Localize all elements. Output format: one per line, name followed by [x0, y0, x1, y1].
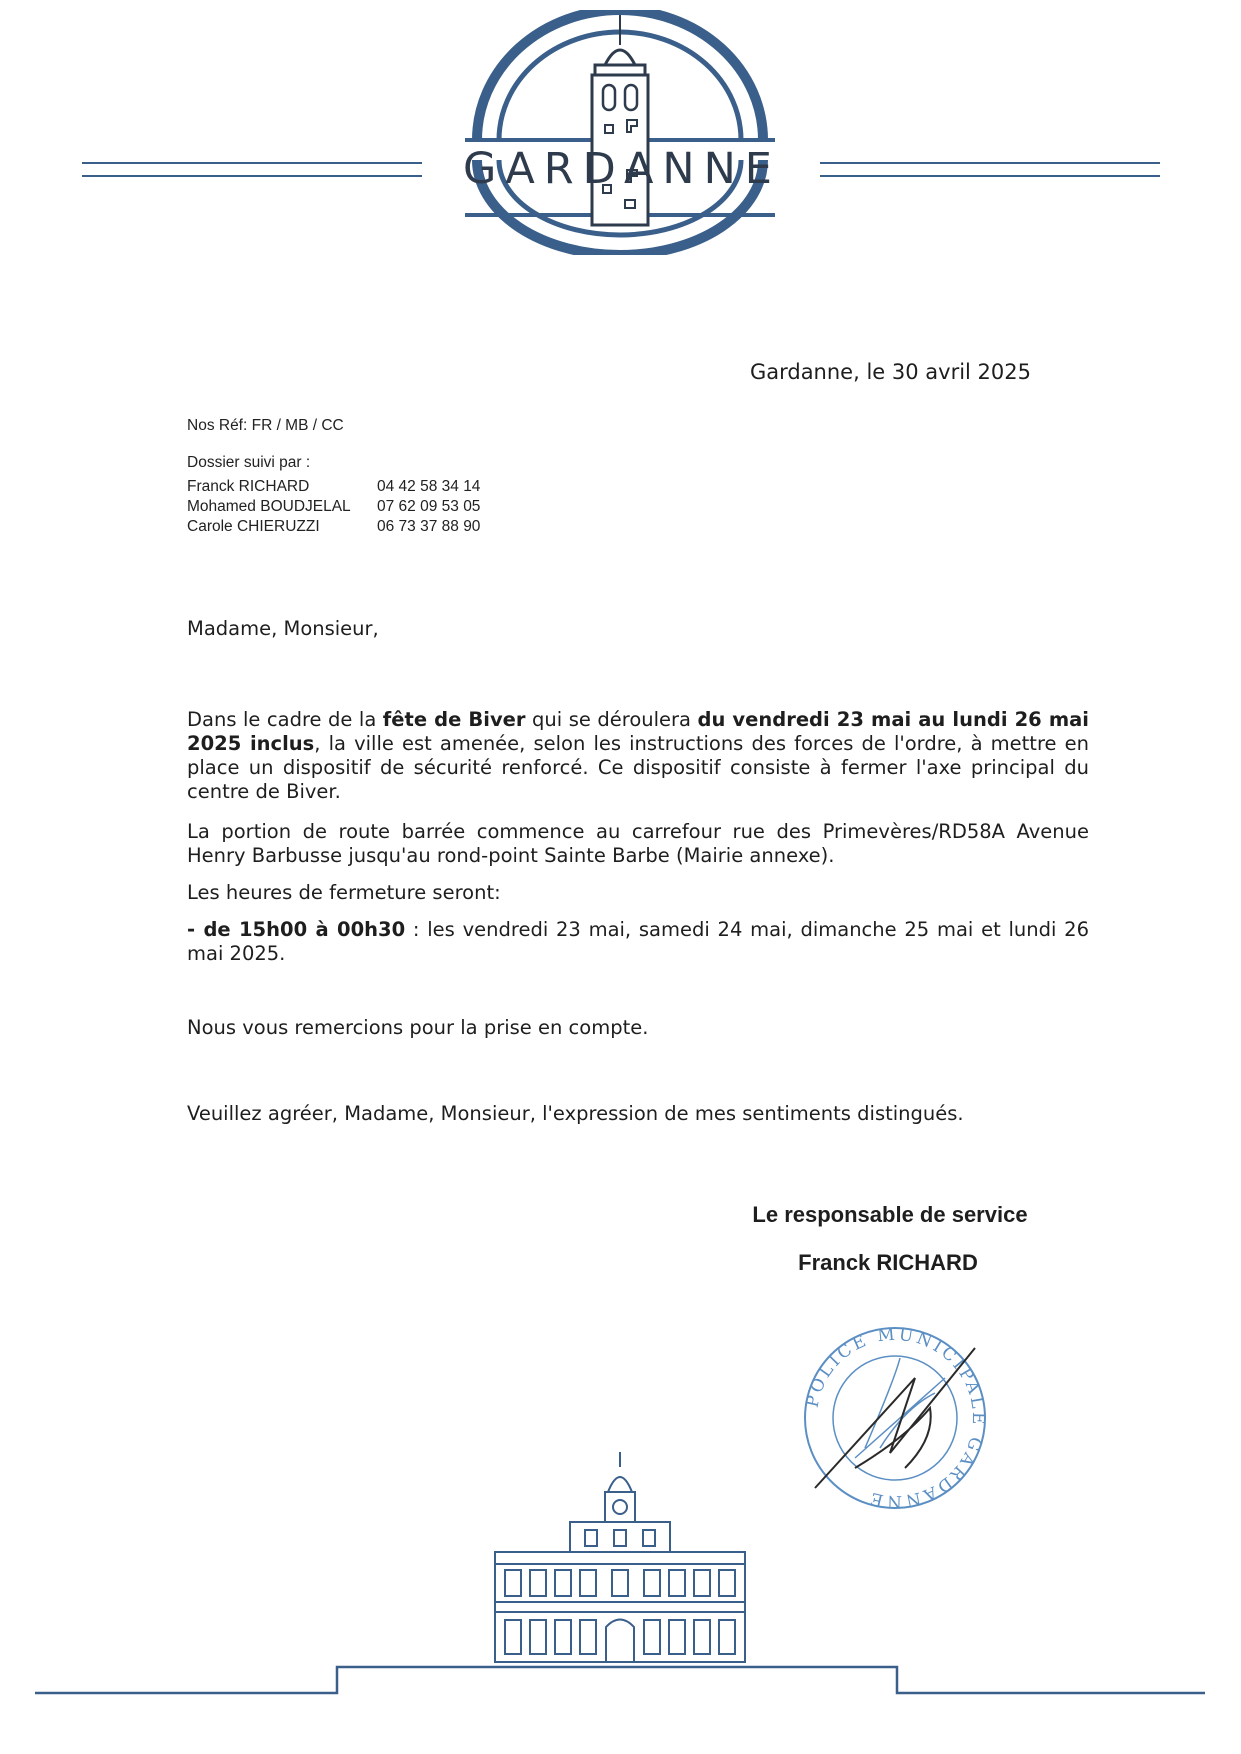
contact-phone: 04 42 58 34 14	[377, 478, 481, 495]
paragraph-hours	[187, 918, 1089, 966]
p1-event-name: fête de Biver	[382, 708, 526, 731]
header-line-right-top	[820, 162, 1160, 164]
contact-phone: 06 73 37 88 90	[377, 518, 481, 535]
header-line-left-bottom	[82, 175, 422, 177]
contact-row	[187, 498, 480, 516]
svg-text:POLICE MUNICIPALE GARDANNE: POLICE MUNICIPALE GARDANNE	[802, 1324, 989, 1512]
signature-title: Le responsable de service	[752, 1202, 1028, 1227]
salutation: Madame, Monsieur,	[187, 617, 379, 640]
header-line-right-bottom	[820, 175, 1160, 177]
paragraph-event	[187, 708, 1089, 804]
footer-line	[35, 1665, 1205, 1695]
reference: Nos Réf: FR / MB / CC	[187, 417, 344, 434]
p1-dates: du vendredi 23 mai au lundi 26 mai 2025 inclus	[187, 708, 1089, 755]
police-stamp	[795, 1318, 995, 1518]
p1-text-c: qui se déroulera	[525, 708, 698, 731]
letter-date: Gardanne, le 30 avril 2025	[749, 360, 1031, 384]
hours-range: - de 15h00 à 00h30	[187, 918, 406, 941]
hours-days: : les vendredi 23 mai, samedi 24 mai, dimanche 25 mai et lundi 26 mai 2025.	[187, 918, 1089, 965]
signature-name: Franck RICHARD	[798, 1250, 978, 1275]
contact-name: Mohamed BOUDJELAL	[187, 498, 351, 515]
paragraph-hours-label: Les heures de fermeture seront:	[187, 881, 501, 904]
p1-text-a: Dans le cadre de la	[187, 708, 383, 731]
paragraph-thanks: Nous vous remercions pour la prise en compte.	[187, 1016, 649, 1039]
town-hall-drawing	[490, 1452, 750, 1667]
dossier-label: Dossier suivi par :	[187, 454, 311, 471]
contact-phone: 07 62 09 53 05	[377, 498, 481, 515]
p1-text-e: , la ville est amenée, selon les instructions des forces de l'ordre, à mettre en place un dispositif de sécurité renforcé. Ce dispositif consiste à fermer l'axe principal du centre de Biver.	[187, 732, 1089, 803]
contact-name: Carole CHIERUZZI	[187, 518, 320, 535]
paragraph-closing: Veuillez agréer, Madame, Monsieur, l'expression de mes sentiments distingués.	[187, 1102, 964, 1125]
contact-name: Franck RICHARD	[187, 478, 310, 495]
logo-text: GARDANNE	[463, 144, 781, 194]
gardanne-tower-logo	[455, 10, 785, 255]
header-line-left-top	[82, 162, 422, 164]
contact-row	[187, 518, 480, 536]
contact-row	[187, 478, 480, 496]
paragraph-route: La portion de route barrée commence au carrefour rue des Primevères/RD58A Avenue Henry Barbusse jusqu'au rond-point Sainte Barbe (Mairie annexe).	[187, 820, 1089, 867]
